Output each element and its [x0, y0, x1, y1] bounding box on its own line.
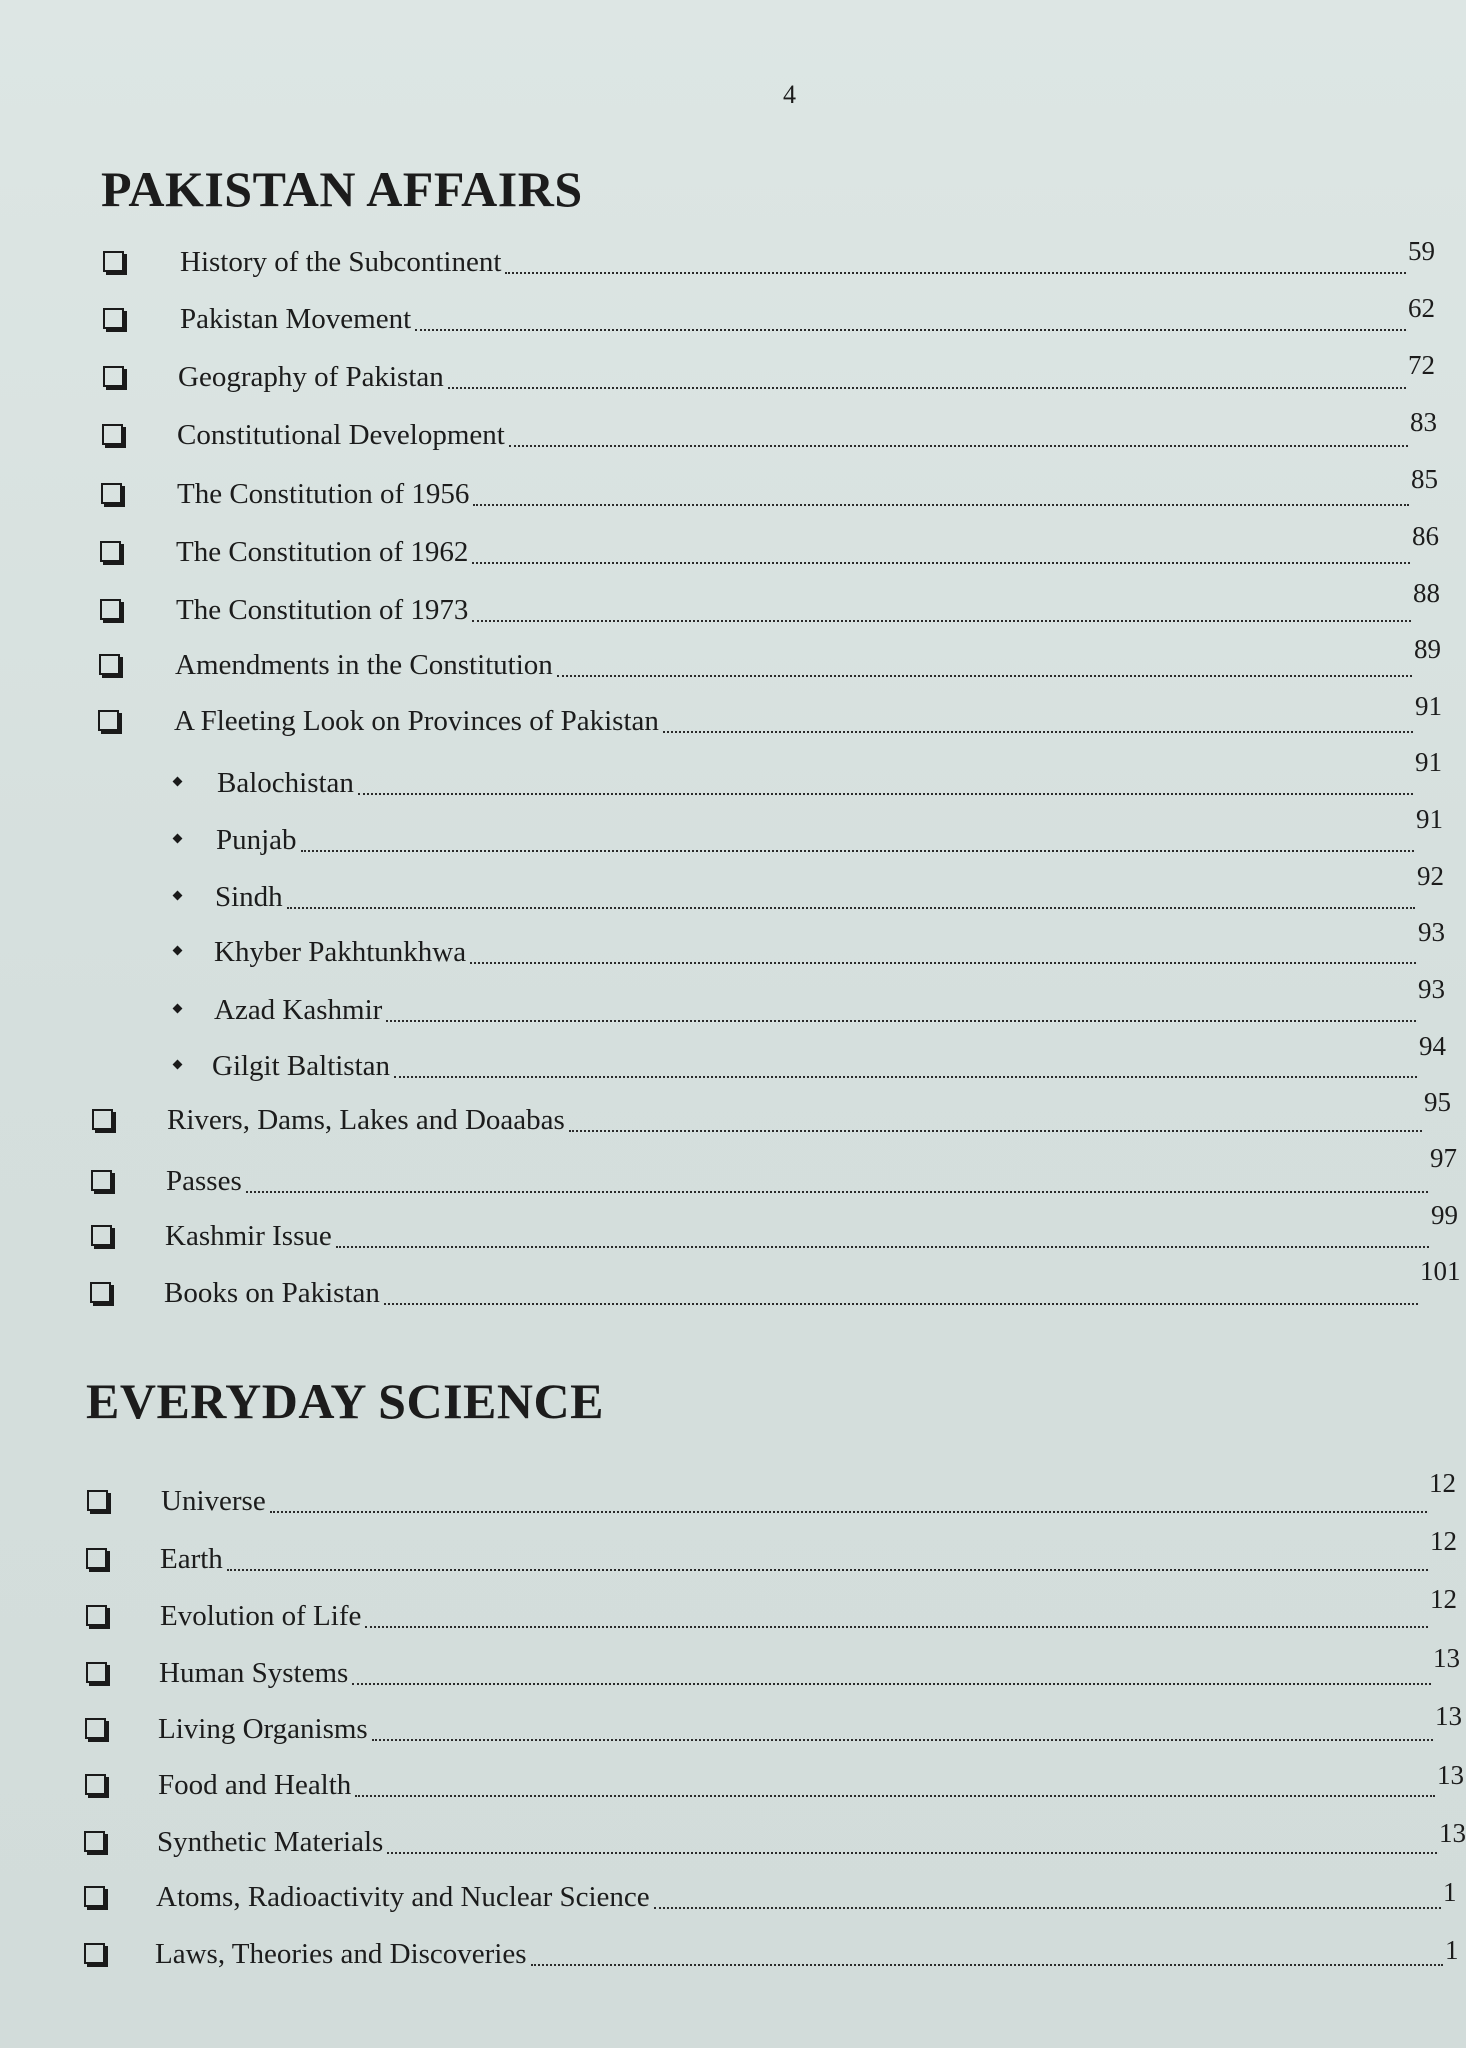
toc-entry-universe — [87, 1468, 1463, 1524]
toc-entry-title: Kashmir Issue — [165, 1220, 332, 1252]
toc-entry-title: Synthetic Materials — [157, 1826, 384, 1858]
toc-entry-page-number: 13 — [1439, 1818, 1466, 1848]
toc-entry-kashmir-issue — [91, 1200, 1463, 1259]
toc-entry-title: Rivers, Dams, Lakes and Doaabas — [167, 1104, 565, 1136]
toc-entry-synthetic-materials — [84, 1818, 1466, 1865]
toc-entry-page-number: 89 — [1414, 634, 1441, 664]
toc-entry-page-number: 99 — [1431, 1200, 1458, 1230]
checkbox-bullet-icon — [103, 251, 124, 272]
toc-entry-title: A Fleeting Look on Provinces of Pakistan — [174, 705, 659, 737]
checkbox-bullet-icon — [85, 1718, 106, 1739]
dotted-leader — [384, 1303, 1418, 1305]
dotted-leader — [509, 445, 1408, 447]
toc-entry-title: Books on Pakistan — [164, 1277, 380, 1309]
toc-entry-title: The Constitution of 1973 — [176, 594, 469, 626]
dotted-leader — [372, 1739, 1433, 1741]
toc-entry-evolution-of-life — [86, 1584, 1463, 1639]
diamond-bullet-icon — [173, 777, 183, 787]
checkbox-bullet-icon — [90, 1282, 111, 1303]
toc-entry-page-number: 72 — [1408, 350, 1435, 380]
toc-entry-page-number: 93 — [1418, 974, 1445, 1004]
toc-entry-title: Geography of Pakistan — [178, 361, 444, 393]
toc-entry-the-constitution-of-1956 — [101, 464, 1463, 517]
toc-entry-title: Constitutional Development — [177, 419, 505, 451]
toc-entry-food-and-health — [85, 1760, 1464, 1808]
toc-entry-page-number: 13 — [1435, 1701, 1462, 1731]
diamond-bullet-icon — [173, 946, 183, 956]
checkbox-bullet-icon — [84, 1831, 105, 1852]
toc-entry-living-organisms — [85, 1701, 1463, 1752]
toc-entry-balochistan — [170, 747, 1463, 806]
toc-entry-page-number: 12 — [1429, 1468, 1456, 1498]
checkbox-bullet-icon — [99, 654, 120, 675]
toc-entry-title: Azad Kashmir — [214, 994, 383, 1026]
toc-entry-page-number: 94 — [1419, 1031, 1446, 1061]
dotted-leader — [386, 1020, 1416, 1022]
dotted-leader — [358, 793, 1413, 795]
toc-entry-constitutional-development — [102, 407, 1463, 458]
dotted-leader — [472, 620, 1411, 622]
toc-entry-page-number: 12 — [1430, 1526, 1457, 1556]
toc-entry-title: Amendments in the Constitution — [175, 649, 553, 681]
checkbox-bullet-icon — [86, 1605, 107, 1626]
toc-entry-title: Atoms, Radioactivity and Nuclear Science — [156, 1881, 650, 1913]
dotted-leader — [531, 1964, 1443, 1966]
toc-entry-khyber-pakhtunkhwa — [170, 917, 1463, 975]
toc-entry-title: Sindh — [215, 881, 283, 913]
dotted-leader — [387, 1852, 1437, 1854]
toc-entry-page-number: 93 — [1418, 917, 1445, 947]
toc-entry-page-number: 86 — [1412, 521, 1439, 551]
toc-entry-page-number: 85 — [1411, 464, 1438, 494]
toc-entry-page-number: 83 — [1410, 407, 1437, 437]
dotted-leader — [448, 387, 1406, 389]
checkbox-bullet-icon — [102, 424, 123, 445]
dotted-leader — [569, 1130, 1422, 1132]
toc-entry-page-number: 13 — [1437, 1760, 1464, 1790]
dotted-leader — [473, 504, 1409, 506]
toc-entry-the-constitution-of-1962 — [100, 521, 1463, 575]
checkbox-bullet-icon — [92, 1109, 113, 1130]
toc-entry-title: The Constitution of 1956 — [177, 478, 470, 510]
toc-entry-page-number: 12 — [1430, 1584, 1457, 1614]
toc-entry-title: Laws, Theories and Discoveries — [155, 1938, 527, 1970]
toc-entry-title: Food and Health — [158, 1769, 352, 1801]
toc-entry-title: Balochistan — [217, 767, 354, 799]
checkbox-bullet-icon — [100, 599, 121, 620]
dotted-leader — [301, 850, 1414, 852]
dotted-leader — [246, 1191, 1428, 1193]
toc-entry-page-number: 13 — [1433, 1643, 1460, 1673]
toc-entry-punjab — [170, 804, 1463, 863]
toc-entry-human-systems — [86, 1643, 1463, 1696]
dotted-leader — [505, 272, 1406, 274]
dotted-leader — [470, 962, 1416, 964]
toc-entry-title: Human Systems — [159, 1657, 349, 1689]
dotted-leader — [663, 731, 1413, 733]
diamond-bullet-icon — [173, 834, 183, 844]
toc-entry-title: History of the Subcontinent — [180, 246, 502, 278]
diamond-bullet-icon — [173, 1060, 183, 1070]
toc-entry-page-number: 59 — [1408, 236, 1435, 266]
toc-entry-page-number: 91 — [1415, 691, 1442, 721]
toc-entry-atoms-radioactivity-and-nuclear-science — [84, 1877, 1463, 1920]
toc-entry-page-number: 91 — [1416, 804, 1443, 834]
toc-entry-passes — [91, 1143, 1463, 1204]
toc-entry-page-number: 62 — [1408, 293, 1435, 323]
checkbox-bullet-icon — [87, 1490, 108, 1511]
toc-entry-title: Universe — [161, 1485, 266, 1517]
toc-entry-sindh — [170, 861, 1463, 920]
diamond-bullet-icon — [173, 1004, 183, 1014]
section-heading-pakistan-affairs: PAKISTAN AFFAIRS — [101, 161, 583, 217]
toc-entry-earth — [86, 1526, 1463, 1582]
toc-entry-page-number: 101 — [1420, 1256, 1461, 1286]
toc-entry-title: Living Organisms — [158, 1713, 368, 1745]
toc-entry-page-number: 1 — [1443, 1877, 1457, 1907]
dotted-leader — [352, 1683, 1431, 1685]
dotted-leader — [355, 1795, 1435, 1797]
toc-entry-title: Passes — [166, 1165, 242, 1197]
dotted-leader — [394, 1076, 1417, 1078]
toc-entry-page-number: 91 — [1415, 747, 1442, 777]
dotted-leader — [365, 1626, 1428, 1628]
toc-entry-title: Punjab — [216, 824, 297, 856]
toc-entry-title: Evolution of Life — [160, 1600, 362, 1632]
checkbox-bullet-icon — [86, 1548, 107, 1569]
toc-entry-title: Earth — [160, 1543, 223, 1575]
checkbox-bullet-icon — [85, 1774, 106, 1795]
dotted-leader — [415, 329, 1406, 331]
checkbox-bullet-icon — [103, 308, 124, 329]
checkbox-bullet-icon — [101, 483, 122, 504]
toc-entry-a-fleeting-look-on-provinces-of-pakistan — [98, 691, 1463, 744]
toc-entry-title: Khyber Pakhtunkhwa — [214, 936, 467, 968]
toc-entry-title: Gilgit Baltistan — [212, 1050, 391, 1082]
toc-entry-amendments-in-the-constitution — [99, 634, 1463, 688]
toc-entry-page-number: 97 — [1430, 1143, 1457, 1173]
dotted-leader — [472, 562, 1410, 564]
toc-entry-rivers-dams-lakes-and-doaabas — [92, 1087, 1463, 1143]
section-heading-everyday-science: EVERYDAY SCIENCE — [86, 1373, 604, 1429]
diamond-bullet-icon — [173, 891, 183, 901]
dotted-leader — [270, 1511, 1427, 1513]
checkbox-bullet-icon — [91, 1170, 112, 1191]
toc-entry-page-number: 92 — [1417, 861, 1444, 891]
dotted-leader — [227, 1569, 1428, 1571]
toc-entry-pakistan-movement — [103, 293, 1463, 342]
toc-entry-gilgit-baltistan — [170, 1031, 1463, 1089]
checkbox-bullet-icon — [84, 1886, 105, 1907]
dotted-leader — [654, 1907, 1441, 1909]
toc-entry-the-constitution-of-1973 — [100, 578, 1463, 633]
checkbox-bullet-icon — [91, 1225, 112, 1246]
dotted-leader — [287, 907, 1415, 909]
toc-entry-history-of-the-subcontinent — [103, 236, 1463, 285]
toc-entry-books-on-pakistan — [90, 1256, 1463, 1316]
checkbox-bullet-icon — [84, 1943, 105, 1964]
toc-entry-geography-of-pakistan — [103, 350, 1463, 400]
toc-entry-page-number: 1 — [1445, 1935, 1459, 1965]
checkbox-bullet-icon — [98, 710, 119, 731]
toc-entry-page-number: 88 — [1413, 578, 1440, 608]
checkbox-bullet-icon — [103, 366, 124, 387]
toc-entry-page-number: 95 — [1424, 1087, 1451, 1117]
checkbox-bullet-icon — [86, 1662, 107, 1683]
toc-entry-laws-theories-and-discoveries — [84, 1937, 1463, 1977]
checkbox-bullet-icon — [100, 541, 121, 562]
toc-entry-azad-kashmir — [170, 974, 1463, 1033]
page-number: 4 — [783, 80, 796, 109]
toc-entry-title: Pakistan Movement — [180, 303, 412, 335]
dotted-leader — [557, 675, 1412, 677]
dotted-leader — [336, 1246, 1429, 1248]
toc-entry-title: The Constitution of 1962 — [176, 536, 469, 568]
